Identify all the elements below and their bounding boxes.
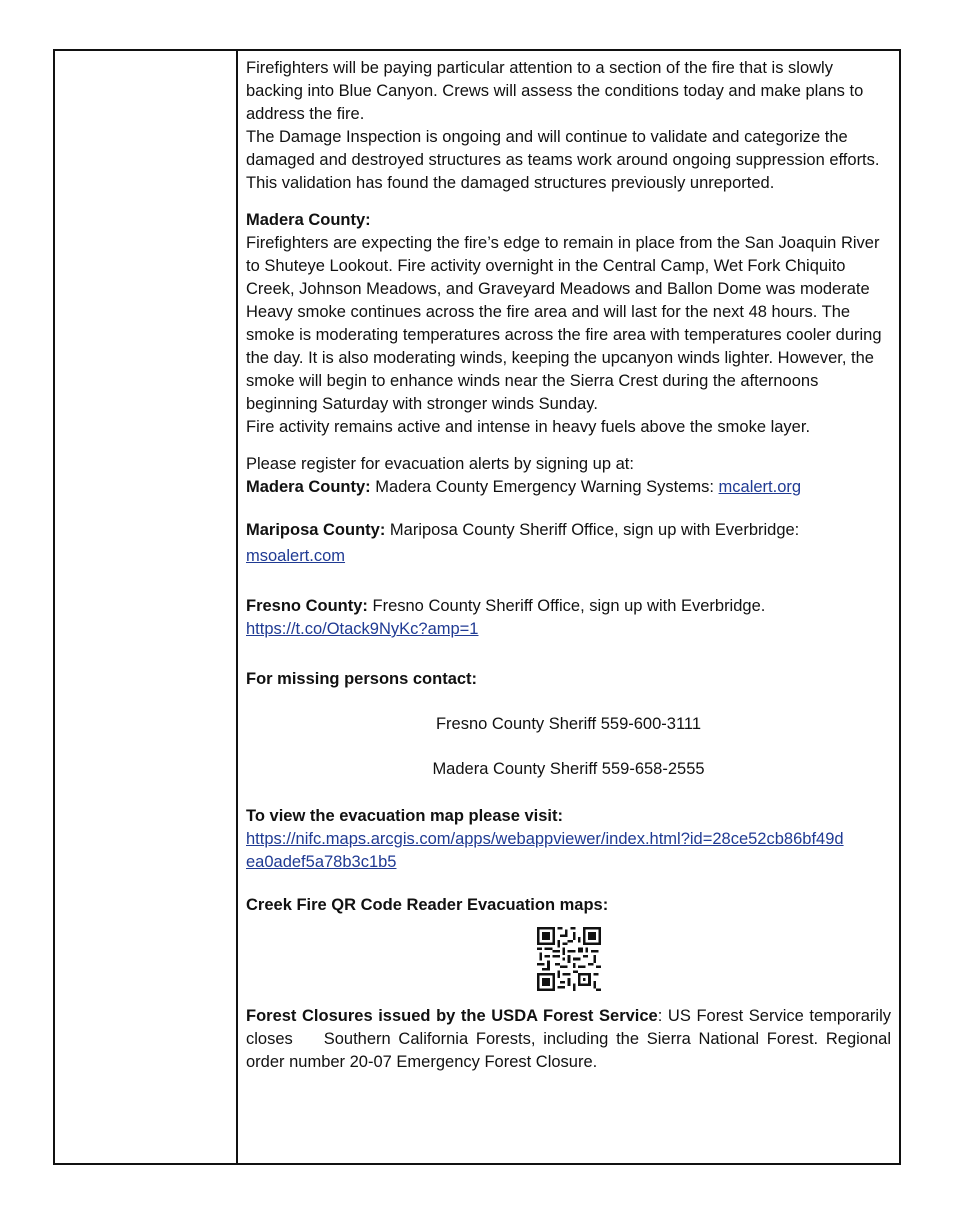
alert-fresno-text: Fresno County Sheriff Office, sign up with Everbridge. [367,597,766,615]
alert-mariposa-link-line [246,545,891,568]
madera-sheriff-contact: Madera County Sheriff 559-658-2555 [432,760,705,778]
damage-inspection-paragraph: The Damage Inspection is ongoing and will continue to validate and categorize the damaged and destroyed structures as teams work around ongoing suppression efforts. This validation has found the damaged structures previously unreported. [246,128,880,192]
content-cell [246,57,891,1074]
alert-fresno [246,595,891,618]
forest-closures-paragraph [246,1005,891,1074]
alert-fresno-link-line [246,618,891,641]
alert-mariposa-county: Mariposa County: [246,521,386,539]
document-table [53,49,901,1165]
fresno-alert-link[interactable]: https://t.co/Otack9NyKc?amp=1 [246,620,479,638]
evac-map-link-block [246,828,891,874]
qr-heading: Creek Fire QR Code Reader Evacuation maps: [246,896,609,914]
evac-map-heading: To view the evacuation map please visit: [246,807,563,825]
alert-mariposa-text: Mariposa County Sheriff Office, sign up with Everbridge: [385,521,800,539]
missing-persons-heading: For missing persons contact: [246,670,478,688]
madera-paragraph-1: Firefighters are expecting the fire’s edge to remain in place from the San Joaquin River to Shuteye Lookout. Fire activity overnight in the Central Camp, Wet Fork Chiquito Creek, Johnson Meadows, and Graveyard Meadows and Ballon Dome was moderate [246,234,880,298]
forest-closures-heading: Forest Closures issued by the USDA Forest Service [246,1007,658,1025]
qr-container [246,927,891,991]
madera-heading: Madera County: [246,211,371,229]
alert-madera-text: Madera County Emergency Warning Systems: [370,478,719,496]
fresno-sheriff-contact: Fresno County Sheriff 559-600-3111 [435,715,702,733]
evac-map-link[interactable]: https://nifc.maps.arcgis.com/apps/webappviewer/index.html?id=28ce52cb86bf49d ea0adef5a78b3c1b5 [246,830,844,871]
msoalert-link[interactable]: msoalert.com [246,547,346,565]
column-divider [236,51,238,1163]
blue-canyon-paragraph: Firefighters will be paying particular attention to a section of the fire that is slowly backing into Blue Canyon. Crews will assess the conditions today and make plans to address the fire. [246,59,864,123]
mcalert-link[interactable]: mcalert.org [718,478,802,496]
register-intro: Please register for evacuation alerts by signing up at: [246,455,634,473]
alert-fresno-county: Fresno County: [246,597,368,615]
madera-paragraph-3: Fire activity remains active and intense in heavy fuels above the smoke layer. [246,418,811,436]
qr-code-icon[interactable] [537,927,601,991]
forest-closures-text: : US Forest Service temporarily closes Southern California Forests, including the Sierra National Forest. Regional order number 20-07 Emergency Forest Closure. [246,1007,892,1071]
madera-paragraph-2: Heavy smoke continues across the fire area and will last for the next 48 hours. The smoke is moderating temperatures across the fire area with temperatures cooler during the day. It is also moderating winds, keeping the upcanyon winds lighter. However, the smoke will begin to enhance winds near the Sierra Crest during the afternoons beginning Saturday with stronger winds Sunday. [246,303,882,413]
alert-mariposa [246,519,891,542]
alert-madera-county: Madera County: [246,478,371,496]
alert-madera [246,476,891,499]
